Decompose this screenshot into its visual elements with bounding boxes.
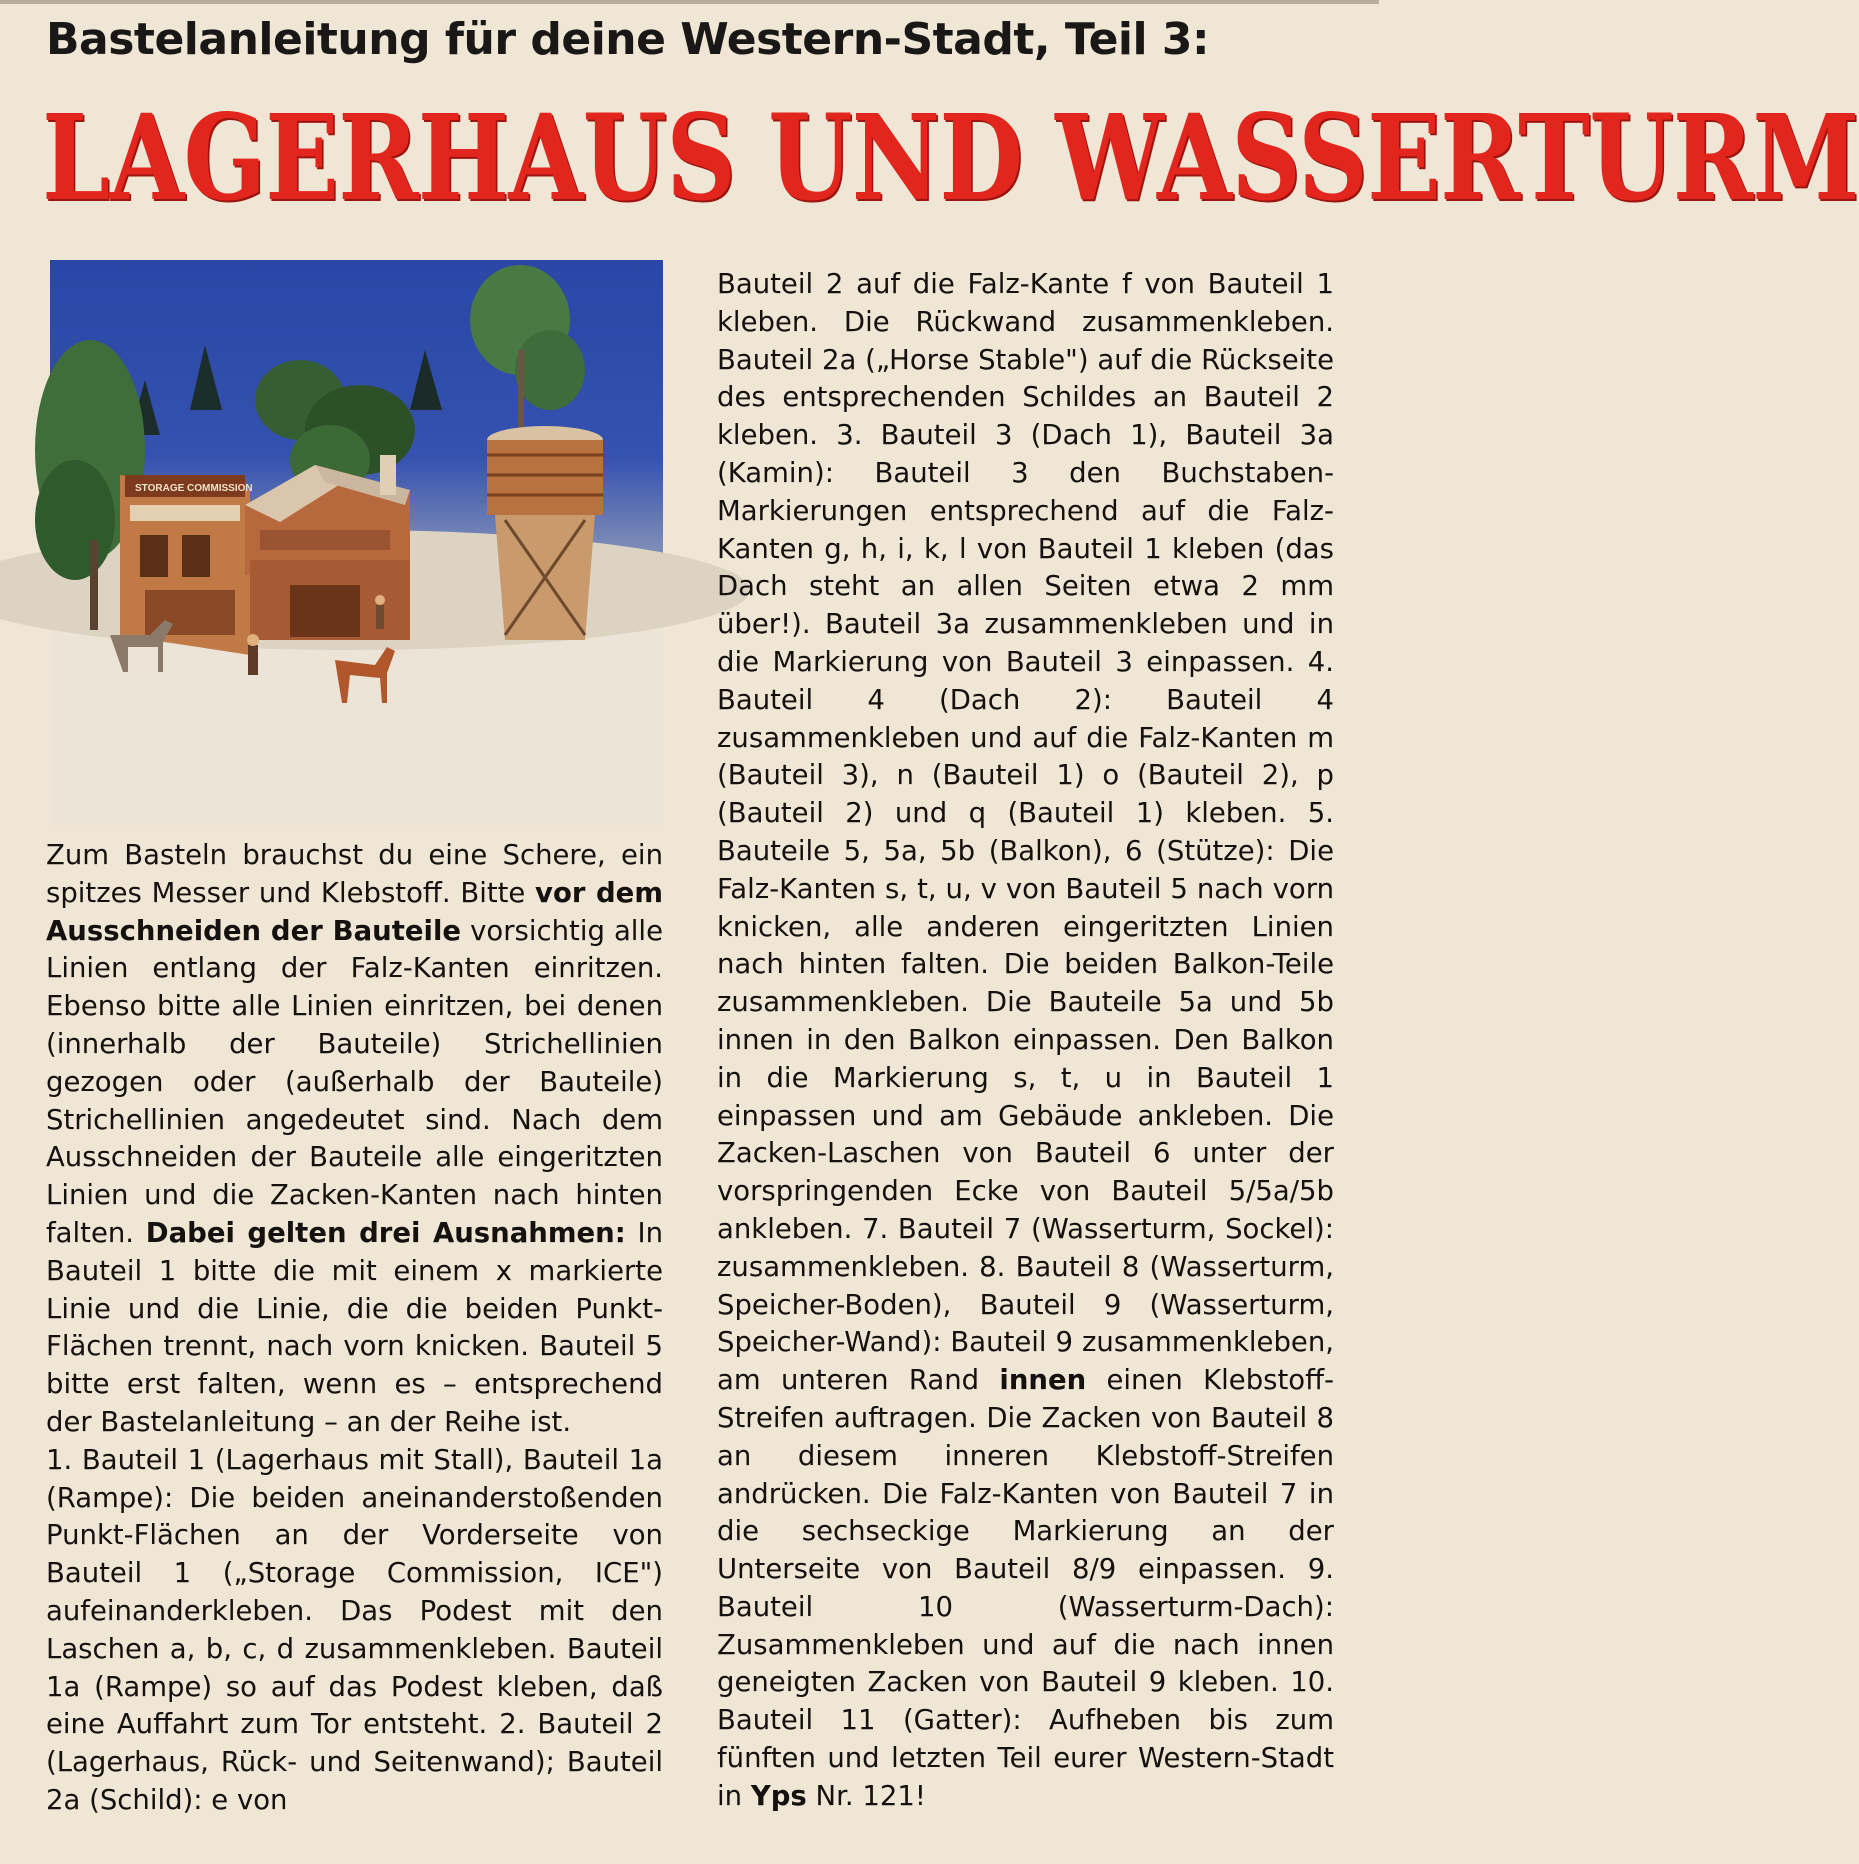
paragraph-materials xyxy=(46,837,663,1442)
text-run: Bauteil 2 auf die Falz-Kante f von Bauteil 1 kleben. Die Rückwand zusammenkleben. Bauteil 2a („Horse Stable") auf die Rückseite des entsprechenden Schildes an Bauteil 2 kleben. 3. Bauteil 3 (Dach 1), Bauteil 3a (Kamin): Bauteil 3 den Buchstaben-Markierungen entsprechend auf die Falz-Kanten g, h, i, k, l von Bauteil 1 kleben (das Dach steht an allen Seiten etwa 2 mm über!). Bauteil 3a zusammenkleben und in die Markierung von Bauteil 3 einpassen. 4. Bauteil 4 (Dach 2): Bauteil 4 zusammenkleben und auf die Falz-Kanten m (Bauteil 3), n (Bauteil 1) o (Bauteil 2), p (Bauteil 2) und q (Bauteil 1) kleben. 5. Bauteile 5, 5a, 5b (Balkon), 6 (Stütze): Die Falz-Kanten s, t, u, v von Bauteil 5 nach vorn knicken, alle anderen eingeritzten Linien nach hinten falten. Die beiden Balkon-Teile zusammenkleben. Die Bauteile 5a und 5b innen in den Balkon einpassen. Den Balkon in die Markierung s, t, u in Bauteil 1 einpassen und am Gebäude ankleben. Die Zacken-Laschen von Bauteil 6 unter der vorspringenden Ecke von Bauteil 5/5a/5b ankleben. 7. Bauteil 7 (Wasserturm, Sockel): zusammenkleben. 8. Bauteil 8 (Wasserturm, Speicher-Boden), Bauteil 9 (Wasserturm, Speicher-Wand): Bauteil 9 zusammenkleben, am unteren Rand xyxy=(717,268,1334,1397)
bold-run: innen xyxy=(999,1364,1087,1397)
bold-run: vor dem Ausschneiden der Bauteile xyxy=(46,876,663,947)
model-photo xyxy=(50,260,663,825)
right-column xyxy=(717,266,1334,1816)
top-rule xyxy=(0,0,1379,4)
model-sign-text: STORAGE COMMISSION xyxy=(135,483,253,494)
text-run: vorsichtig alle Linien entlang der Falz-Kanten einritzen. Ebenso bitte alle Linien einritzen, bei denen (innerhalb der Bauteile) Strichellinien gezogen oder (außerhalb der Bauteile) Strichellinien angedeutet sind. Nach dem Ausschneiden der Bauteile alle eingeritzten Linien und die Zacken-Kanten nach hinten falten. xyxy=(46,914,663,1249)
text-run: Zum Basteln brauchst du eine Schere, ein spitzes Messer und Klebstoff. Bitte xyxy=(46,839,663,909)
bold-run: Yps xyxy=(750,1779,807,1812)
text-run: 1. Bauteil 1 (Lagerhaus mit Stall), Bauteil 1a (Rampe): Die beiden aneinanderstoßenden Punkt-Flächen an der Vorderseite von Bauteil 1 („Storage Commission, ICE") aufeinanderkleben. Das Podest mit den Laschen a, b, c, d zusammenkleben. Bauteil 1a (Rampe) so auf das Podest kleben, daß eine Auffahrt zum Tor entsteht. 2. Bauteil 2 (Lagerhaus, Rück- und Seitenwand); Bauteil 2a (Schild): e von xyxy=(46,1443,663,1816)
left-column xyxy=(46,837,663,1820)
text-run: einen Klebstoff-Streifen auftragen. Die Zacken von Bauteil 8 an diesem inneren Klebstoff-Streifen andrücken. Die Falz-Kanten von Bauteil 7 in die sechseckige Markierung an der Unterseite von Bauteil 8/9 einpassen. 9. Bauteil 10 (Wasserturm-Dach): Zusammenkleben und auf die nach innen geneigten Zacken von Bauteil 9 kleben. 10. Bauteil 11 (Gatter): Aufheben bis zum fünften und letzten Teil eurer Western-Stadt in xyxy=(717,1364,1334,1812)
text-run: In Bauteil 1 bitte die mit einem x markierte Linie und die Linie, die die beiden Punkt-Flächen trennt, nach vorn knicken. Bauteil 5 bitte erst falten, wenn es – entsprechend der Bastelanleitung – an der Reihe ist. xyxy=(46,1216,663,1438)
paragraph-steps-1-2 xyxy=(46,1442,663,1820)
article-subtitle: Bastelanleitung für deine Western-Stadt, Teil 3: xyxy=(46,14,1210,65)
paragraph-steps-2-10 xyxy=(717,266,1334,1816)
article-title: LAGERHAUS UND WASSERTURM xyxy=(42,88,1859,227)
bold-run: Dabei gelten drei Ausnahmen: xyxy=(145,1216,626,1249)
text-run: Nr. 121! xyxy=(806,1779,926,1812)
